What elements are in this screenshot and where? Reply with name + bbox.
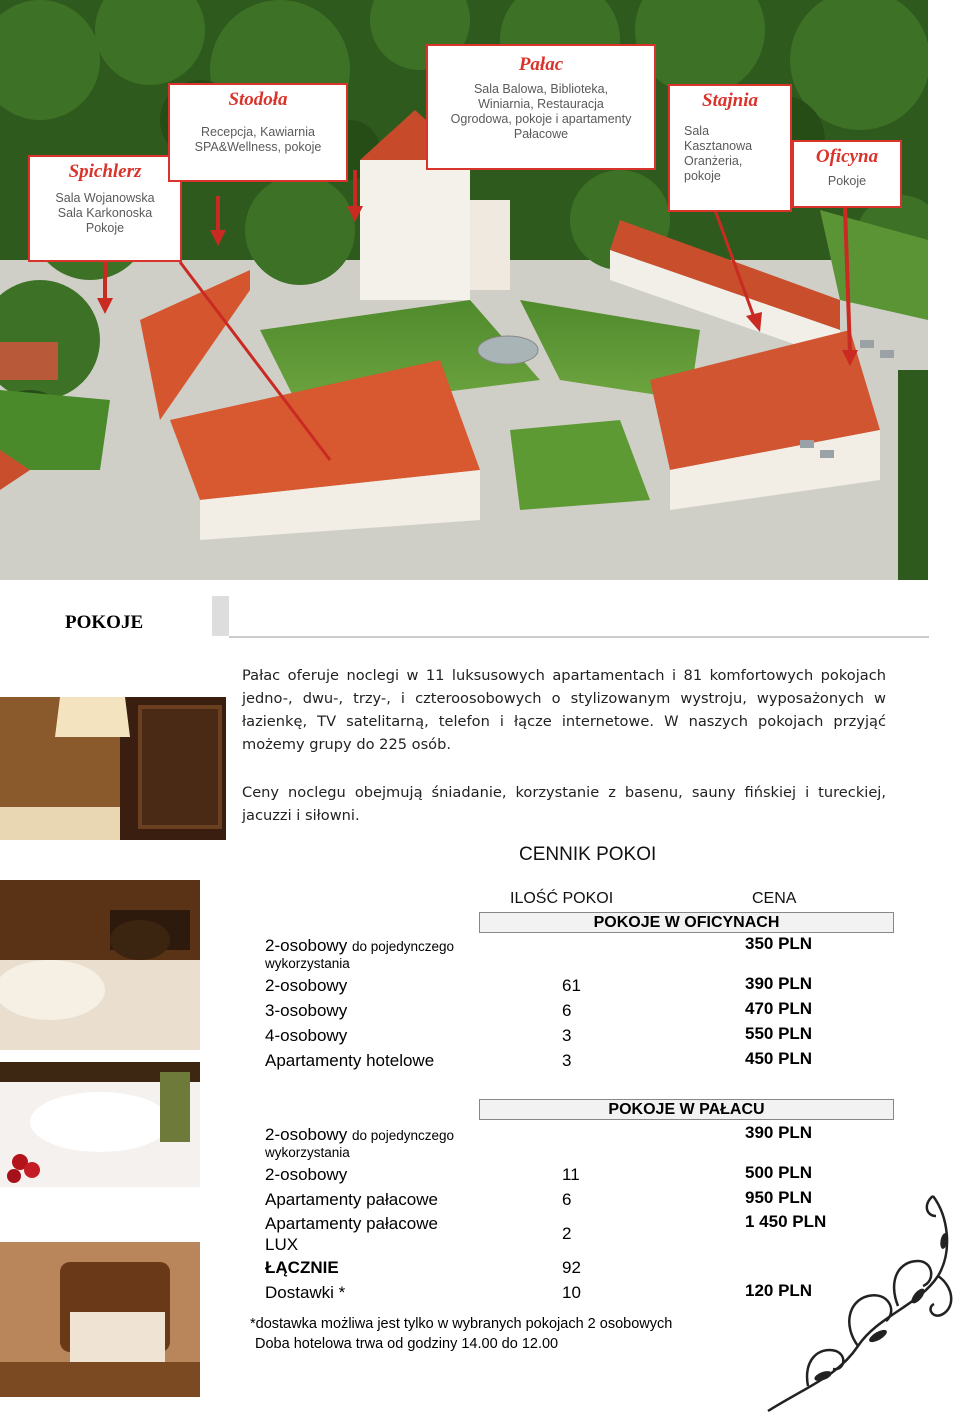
quantity: 6 [562, 1190, 572, 1209]
callout-oficyna [792, 140, 902, 208]
intro-paragraph: Pałac oferuje noclegi w 11 luksusowych apartamentach i 81 komfortowych pokojach jedno-, dwu-, trzy-, i czteroosobowych o stylizowanym wystroju, wyposażonych w łazienkę, TV satelitarną, telefon i łącze internetowe. W naszych pokojach przyjąć możemy grupy do 225 osób. [242, 667, 886, 753]
quantity: 11 [562, 1165, 580, 1184]
callout-line: Ogrodowa, pokoje i apartamenty [450, 112, 632, 126]
price: 120 PLN [745, 1281, 813, 1300]
room-type: 2-osobowy [265, 976, 348, 995]
callout-line: Pałacowe [513, 127, 569, 141]
callout-line: Kasztanowa [684, 139, 753, 153]
callout-title: Stodoła [228, 89, 288, 110]
callout-line: Pokoje [85, 221, 125, 235]
callout-title: Spichlerz [68, 161, 142, 182]
room-photo-lamp [0, 697, 226, 840]
table-row [265, 1051, 865, 1075]
price: 1 450 PLN [745, 1212, 827, 1231]
quantity: 2 [562, 1224, 572, 1243]
callout-stajnia [668, 84, 792, 212]
room-type-note: wykorzystania [265, 1145, 350, 1160]
divider [229, 636, 929, 638]
table-row [265, 1123, 865, 1160]
room-type: 2-osobowy [265, 1165, 348, 1184]
table-row [265, 976, 865, 1000]
callout-title: Oficyna [815, 146, 879, 167]
room-type: 4-osobowy [265, 1026, 348, 1045]
room-type: Apartamenty pałacowe [265, 1214, 438, 1233]
price: 500 PLN [745, 1163, 813, 1182]
price: 390 PLN [745, 974, 813, 993]
quantity: 3 [562, 1051, 572, 1070]
room-type: 2-osobowy do pojedynczego [265, 936, 455, 955]
table-row [265, 934, 865, 971]
quantity: 10 [562, 1283, 581, 1302]
footnote: *dostawka możliwa jest tylko w wybranych pokojach 2 osobowych [250, 1316, 673, 1332]
callout-line: Sala [684, 124, 710, 138]
callout-line: Winiarnia, Restauracja [478, 97, 604, 111]
aerial-photo [0, 0, 928, 580]
callout-line: SPA&Wellness, pokoje [194, 140, 322, 154]
checkin-note: Doba hotelowa trwa od godziny 14.00 do 12.00 [255, 1336, 559, 1352]
callout-spichlerz [28, 155, 182, 262]
callout-title: Stajnia [702, 90, 758, 111]
room-type-line2: LUX [265, 1235, 299, 1254]
price: 450 PLN [745, 1049, 813, 1068]
section-title: POKOJE [65, 612, 144, 633]
room-photo-bed-roses [0, 1062, 200, 1187]
price: 390 PLN [745, 1123, 813, 1142]
callout-line: pokoje [684, 169, 721, 183]
callout-palac [426, 44, 656, 170]
price: 350 PLN [745, 934, 813, 953]
room-type-note: wykorzystania [265, 956, 350, 971]
quantity: 61 [562, 976, 581, 995]
room-type: Apartamenty hotelowe [265, 1051, 435, 1070]
group-header-palac: POKOJE W PAŁACU [479, 1099, 894, 1120]
total-label: ŁĄCZNIE [265, 1258, 339, 1277]
room-photo-wooden-bed [0, 1242, 200, 1397]
callout-title: Pałac [518, 54, 564, 75]
callout-line: Oranżeria, [684, 154, 743, 168]
room-type: Dostawki * [265, 1283, 346, 1302]
quantity: 3 [562, 1026, 572, 1045]
room-type: Apartamenty pałacowe [265, 1190, 438, 1209]
pricing-title: CENNIK POKOI [519, 844, 657, 865]
price: 950 PLN [745, 1188, 813, 1207]
callout-line: Sala Balowa, Biblioteka, [473, 82, 609, 96]
room-type: 2-osobowy do pojedynczego [265, 1125, 455, 1144]
callout-line: Sala Karkonoska [57, 206, 153, 220]
column-header-price: CENA [752, 890, 797, 907]
callout-line: Pokoje [827, 174, 867, 188]
quantity: 6 [562, 1001, 572, 1020]
room-photo-telephone [0, 880, 200, 1050]
price: 470 PLN [745, 999, 813, 1018]
quantity: 92 [562, 1258, 581, 1277]
column-header-qty: ILOŚĆ POKOI [510, 890, 614, 907]
intro-paragraph: Ceny noclegu obejmują śniadanie, korzystanie z basenu, sauny fińskiej i tureckiej, jacuzzi i siłowni. [242, 784, 886, 824]
price: 550 PLN [745, 1024, 813, 1043]
table-row [265, 1001, 865, 1025]
callout-stodola [168, 83, 348, 182]
decorative-bar [212, 596, 229, 636]
callout-line: Sala Wojanowska [55, 191, 155, 205]
room-type: 3-osobowy [265, 1001, 348, 1020]
swirl-ornament [748, 1186, 960, 1417]
callout-line: Recepcja, Kawiarnia [201, 125, 315, 139]
group-header-oficyna: POKOJE W OFICYNACH [479, 912, 894, 933]
table-row [265, 1026, 865, 1050]
